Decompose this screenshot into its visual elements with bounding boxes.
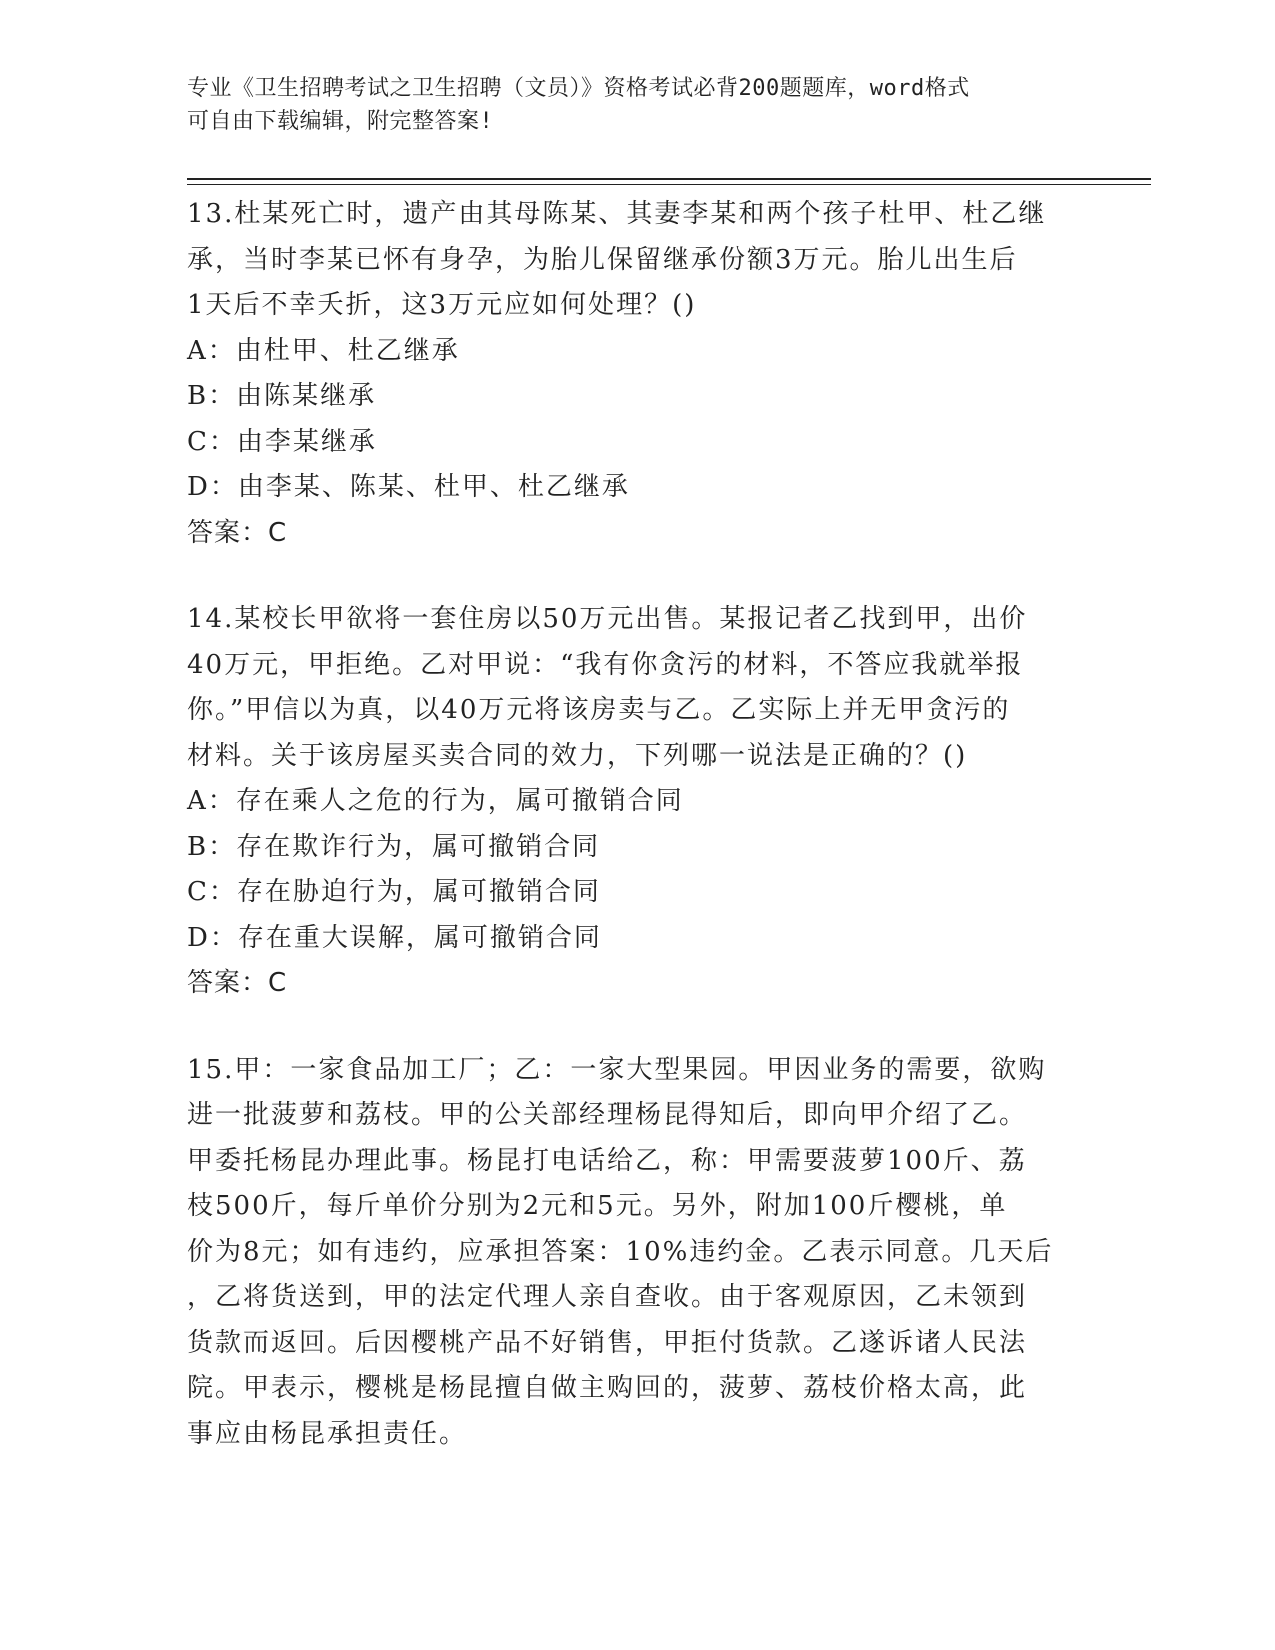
question-spacer [187,1007,1087,1048]
option-d: D：存在重大误解，属可撤销合同 [187,922,602,953]
question-13 [187,192,1087,556]
option-c: C：由李某继承 [187,426,377,457]
header-line-1: 专业《卫生招聘考试之卫生招聘（文员）》资格考试必背200题题库，word格式 [187,76,970,101]
question-text-line: 甲委托杨昆办理此事。杨昆打电话给乙，称：甲需要菠萝100斤、荔 [187,1145,1027,1176]
question-text-line: 13.杜某死亡时，遗产由其母陈某、其妻李某和两个孩子杜甲、杜乙继 [187,199,1047,229]
question-text-line: 你。”甲信以为真，以40万元将该房卖与乙。乙实际上并无甲贪污的 [187,695,1011,725]
header-line-2: 可自由下载编辑，附完整答案! [187,109,494,134]
option-d: D：由李某、陈某、杜甲、杜乙继承 [187,472,630,502]
option-b: B：存在欺诈行为，属可撤销合同 [187,831,601,862]
question-text-line: 15.甲：一家食品加工厂；乙：一家大型果园。甲因业务的需要，欲购 [187,1054,1047,1085]
question-text-line: 材料。关于该房屋买卖合同的效力，下列哪一说法是正确的？() [187,740,968,771]
question-14 [187,597,1087,1007]
answer-line: 答案：C [187,968,288,998]
question-list [187,192,1087,1457]
option-b: B：由陈某继承 [187,381,377,411]
answer-line: 答案：C [187,517,288,548]
option-c: C：存在胁迫行为，属可撤销合同 [187,877,601,907]
question-text-line: 40万元，甲拒绝。乙对甲说：“我有你贪污的材料，不答应我就举报 [187,649,1024,680]
question-text-line: 枝500斤，每斤单价分别为2元和5元。另外，附加100斤樱桃，单 [187,1191,1008,1221]
option-a: A：由杜甲、杜乙继承 [187,335,460,366]
document-header [187,72,1067,138]
question-text-line: 承，当时李某已怀有身孕，为胎儿保留继承份额3万元。胎儿出生后 [187,244,1018,275]
question-text-line: 货款而返回。后因樱桃产品不好销售，甲拒付货款。乙遂诉诸人民法 [187,1327,1028,1358]
option-a: A：存在乘人之危的行为，属可撤销合同 [187,786,684,816]
question-text-line: 事应由杨昆承担责任。 [187,1418,468,1449]
question-spacer [187,556,1087,597]
question-text-line: 1天后不幸夭折，这3万元应如何处理？() [187,290,697,320]
question-text-line: 院。甲表示，樱桃是杨昆擅自做主购回的，菠萝、荔枝价格太高，此 [187,1373,1028,1403]
question-text-line: 14.某校长甲欲将一套住房以50万元出售。某报记者乙找到甲，出价 [187,604,1028,634]
question-text-line: 进一批菠萝和荔枝。甲的公关部经理杨昆得知后，即向甲介绍了乙。 [187,1100,1028,1130]
header-divider-thick [187,178,1151,180]
question-15 [187,1048,1087,1458]
question-text-line: 价为8元；如有违约，应承担答案：10%违约金。乙表示同意。几天后 [187,1236,1054,1267]
question-text-line: ，乙将货送到，甲的法定代理人亲自查收。由于客观原因，乙未领到 [187,1282,1028,1312]
header-divider-thin [187,184,1151,185]
